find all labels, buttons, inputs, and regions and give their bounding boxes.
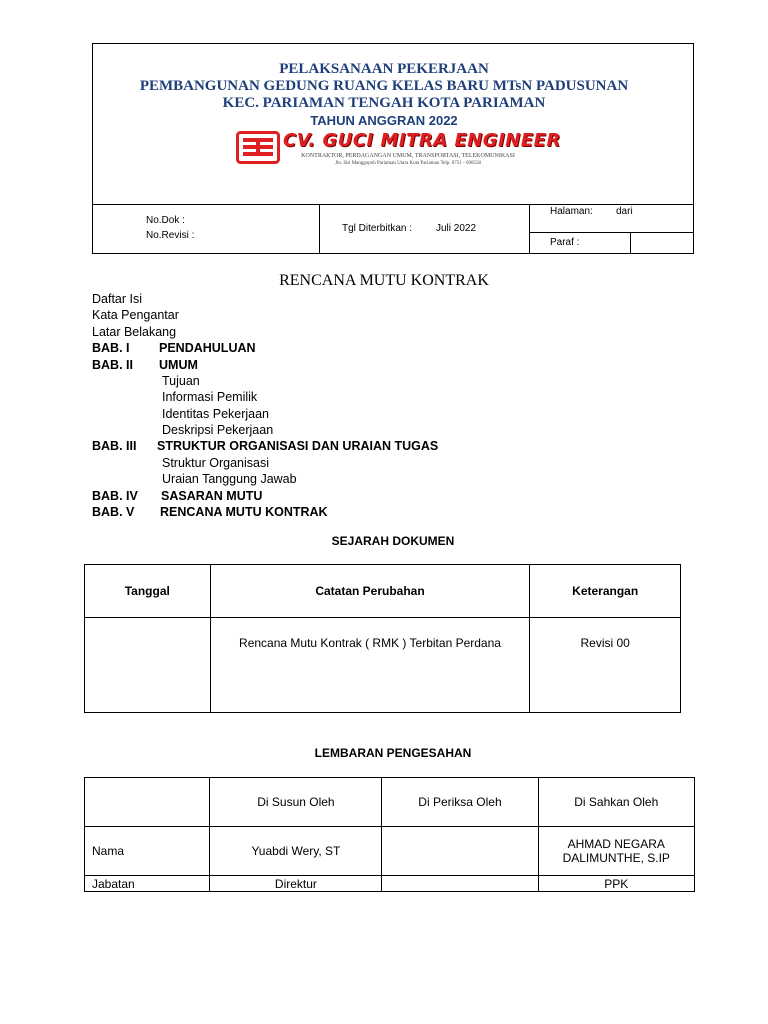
table-header-cell: Di Susun Oleh [210,778,382,827]
no-revisi-label: No.Revisi : [146,230,195,241]
header-separator [630,232,631,254]
toc-item: Kata Pengantar [92,308,179,323]
table-cell: Direktur [210,876,382,892]
table-cell [538,827,694,876]
header-title-line1: PELAKSANAAN PEKERJAAN [279,61,489,77]
company-tagline: KONTRAKTOR, PERDAGANGAN UMUM, TRANSPORTASI, TELEKOMUNIKASI [301,153,515,159]
header-title-line4: TAHUN ANGGRAN 2022 [310,113,458,128]
table-header-cell: Keterangan [530,565,681,618]
table-cell [382,876,538,892]
bab3-subitems [162,455,297,488]
company-name: CV. GUCI MITRA ENGINEER [283,130,561,151]
table-cell: Revisi 00 [530,618,681,713]
toc-subitem: Identitas Pekerjaan [162,406,270,421]
toc-subitem: Tujuan [162,374,200,388]
table-of-contents [92,291,179,340]
header-separator [529,232,694,233]
bab2-title: UMUM [159,358,198,372]
table-row [85,618,681,713]
approval-section-title: LEMBARAN PENGESAHAN [314,746,472,760]
table-row [85,876,695,892]
table-header-cell: Di Periksa Oleh [382,778,538,827]
toc-subitem: Struktur Organisasi [162,456,269,470]
toc-subitem: Deskripsi Pekerjaan [162,423,274,438]
company-logo-icon [236,131,280,167]
header-divider [92,204,694,205]
bab5-number: BAB. V [92,505,135,519]
table-header-cell [85,778,210,827]
history-section-title: SEJARAH DOKUMEN [331,534,455,548]
table-cell: Yuabdi Wery, ST [210,827,382,876]
toc-subitem: Uraian Tanggung Jawab [162,472,297,487]
table-cell [85,618,211,713]
approval-table [84,777,695,892]
bab3-title: STRUKTUR ORGANISASI DAN URAIAN TUGAS [157,439,439,453]
company-address: Jln. Siti Manggopoh Pariaman Utara Kota Pariaman Telp. 0751 - 690558 [335,161,481,166]
dari-label: dari [616,206,633,217]
table-row [85,827,695,876]
table-header-cell: Catatan Perubahan [210,565,530,618]
halaman-label: Halaman: [550,206,593,217]
header-title-line3: KEC. PARIAMAN TENGAH KOTA PARIAMAN [222,95,546,111]
paraf-label: Paraf : [550,237,580,248]
bab1-number: BAB. I [92,341,130,355]
tgl-diterbitkan-value: Juli 2022 [436,223,477,234]
toc-item: Daftar Isi [92,292,143,306]
table-header-row [85,778,695,827]
row-label: Nama [85,827,210,876]
no-dok-label: No.Dok : [146,215,185,226]
table-cell: PPK [538,876,694,892]
bab5-title: RENCANA MUTU KONTRAK [160,505,328,519]
bab1-title: PENDAHULUAN [159,341,256,355]
bab2-subitems [162,373,273,439]
bab3-number: BAB. III [92,439,137,453]
bab4-title: SASARAN MUTU [161,489,263,503]
toc-subitem: Informasi Pemilik [162,390,258,405]
table-header-cell: Tanggal [85,565,211,618]
toc-item: Latar Belakang [92,324,177,339]
header-separator [319,204,320,254]
header-separator [529,204,530,254]
name-line: AHMAD NEGARA [567,837,665,851]
table-header-row [85,565,681,618]
tgl-diterbitkan-label: Tgl Diterbitkan : [342,223,413,234]
bab2-number: BAB. II [92,358,133,372]
header-title-line2: PEMBANGUNAN GEDUNG RUANG KELAS BARU MTsN PADUSUNAN [139,78,629,94]
history-table [84,564,681,713]
table-cell: Rencana Mutu Kontrak ( RMK ) Terbitan Perdana [210,618,530,713]
table-header-cell: Di Sahkan Oleh [538,778,694,827]
bab4-number: BAB. IV [92,489,138,503]
document-title: RENCANA MUTU KONTRAK [279,272,489,289]
table-cell [382,827,538,876]
row-label: Jabatan [85,876,210,892]
name-line: DALIMUNTHE, S.IP [562,851,670,865]
